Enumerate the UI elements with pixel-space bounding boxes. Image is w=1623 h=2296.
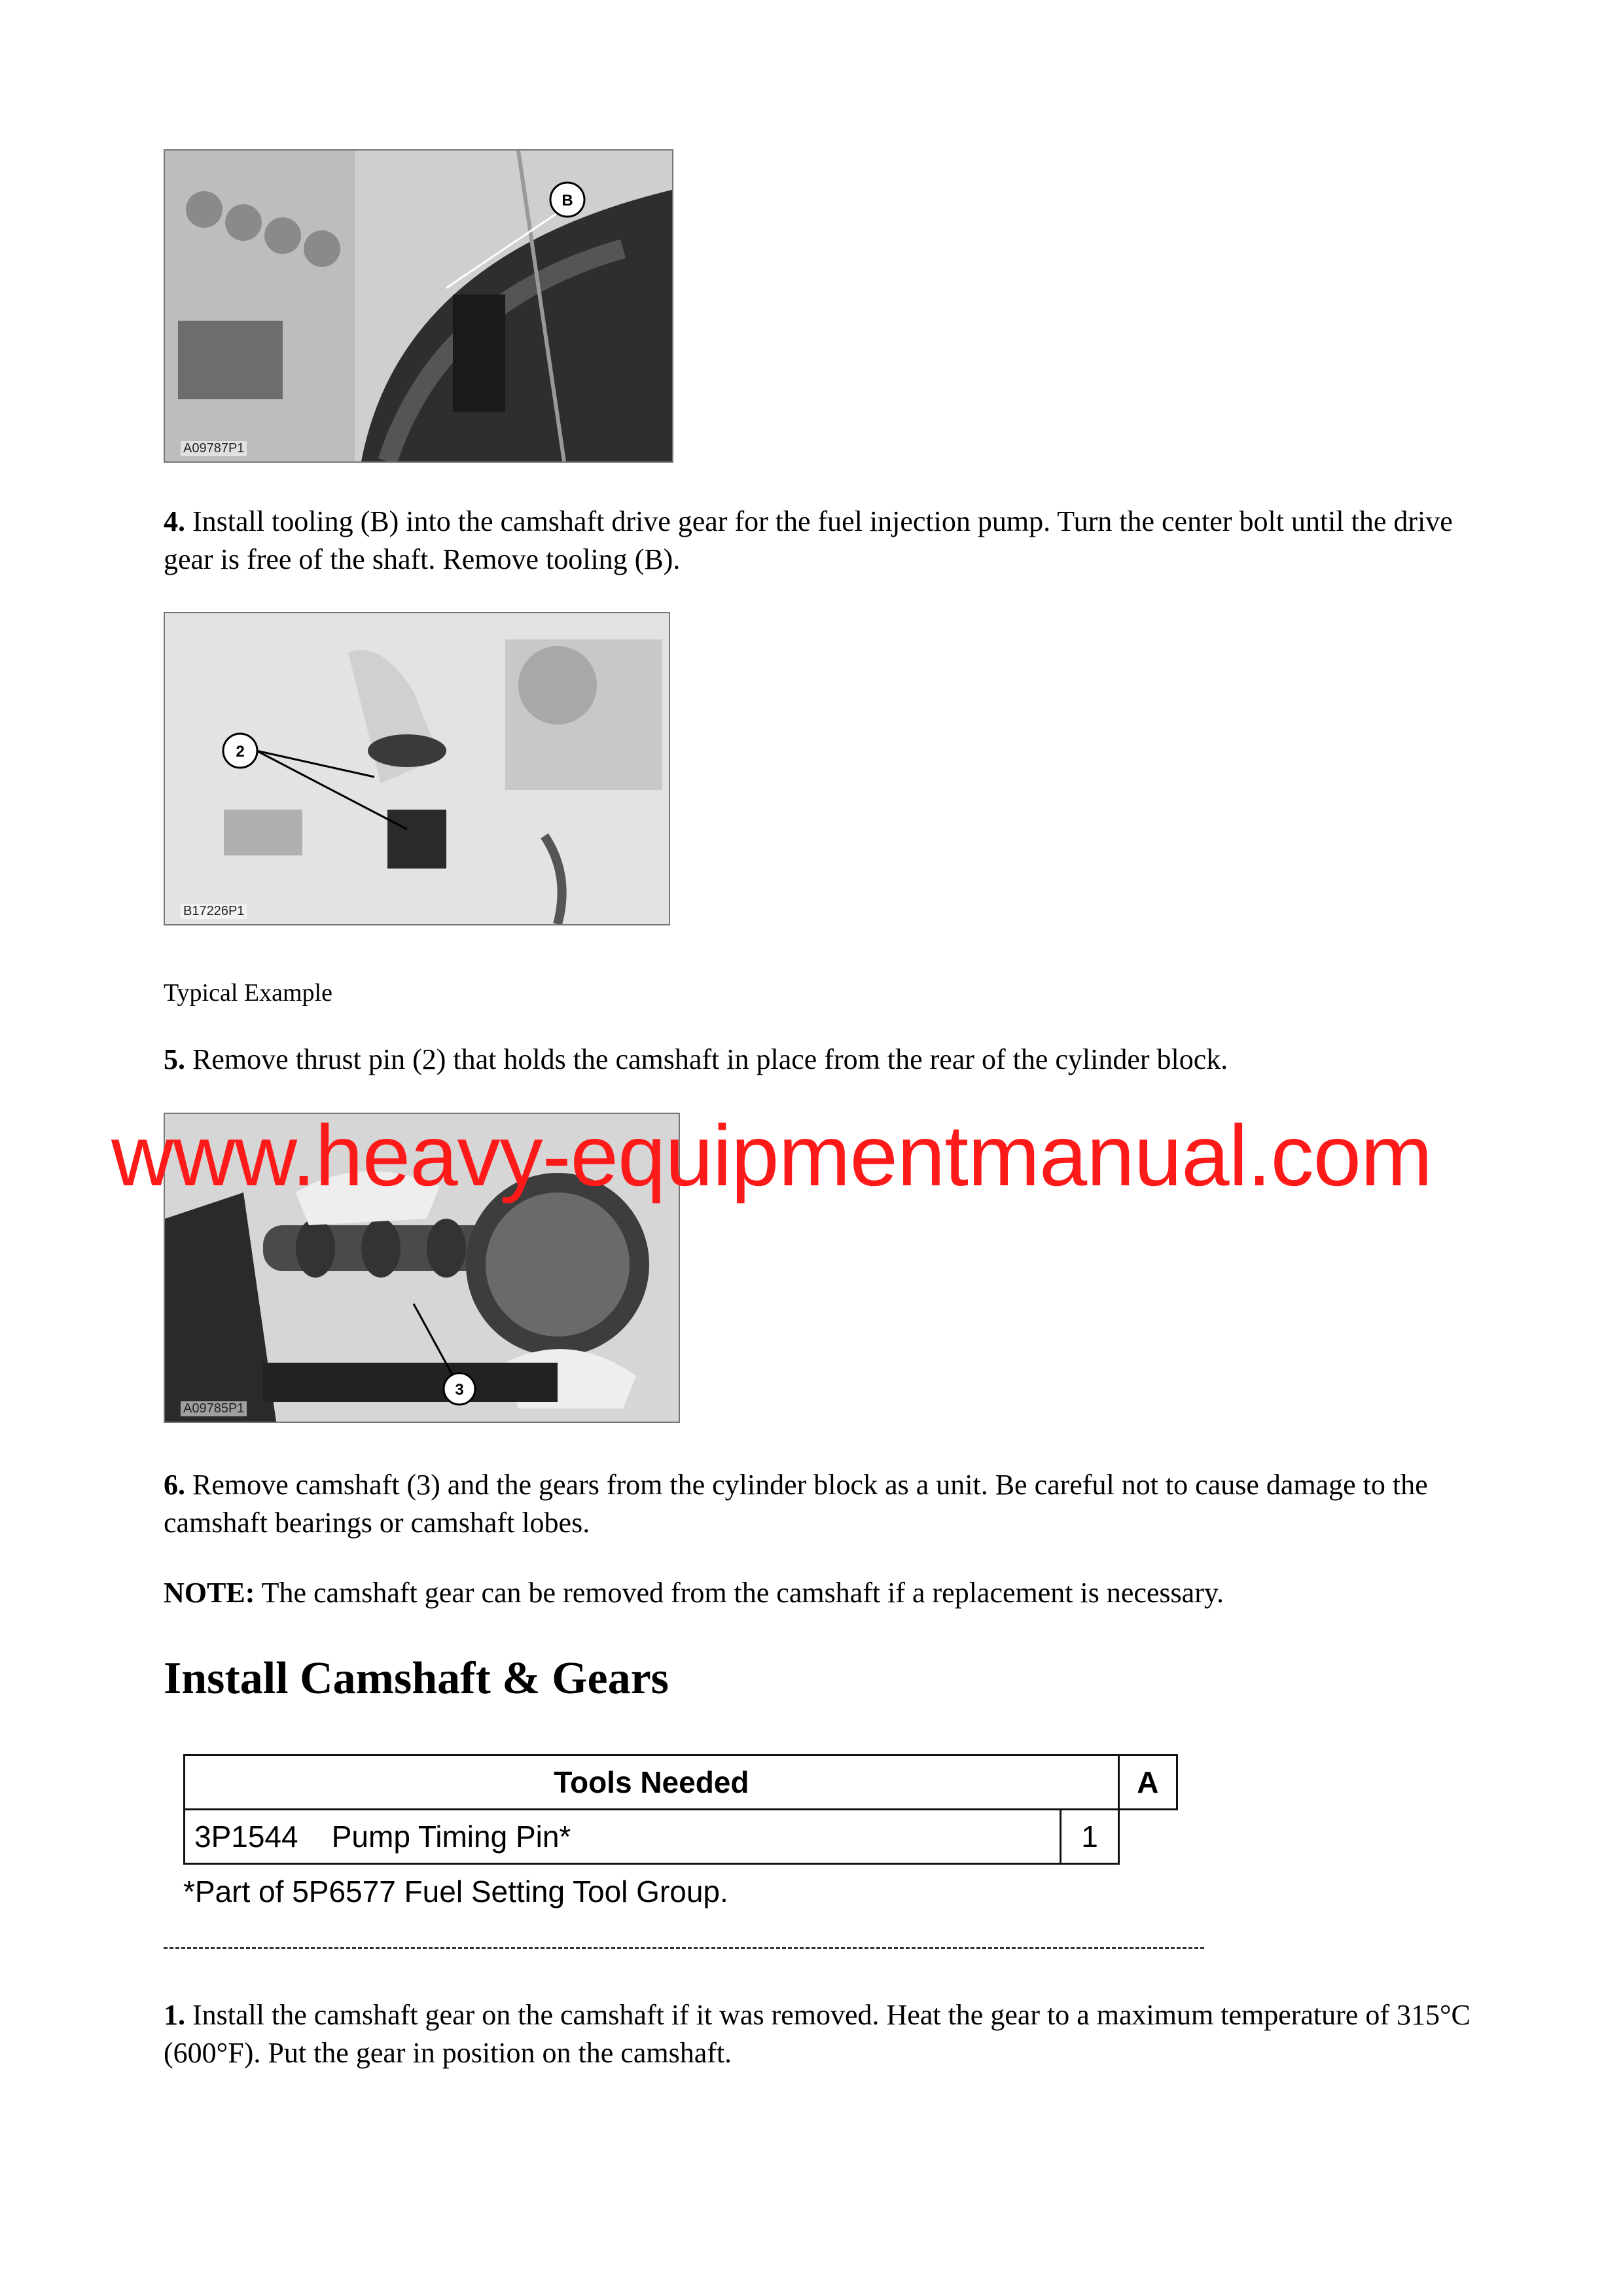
step-text: Install the camshaft gear on the camshaft if it was removed. Heat the gear to a maximum temperature of 315°C (600°F). Put the gear in position on the camshaft. [164,1999,1471,2069]
section-heading: Install Camshaft & Gears [164,1653,669,1704]
callout-3-label: 3 [455,1381,464,1399]
divider [164,1947,1204,1949]
step-6 [164,1466,1472,1542]
tool-quantity: 1 [1061,1810,1119,1864]
callout-b-label: B [562,192,573,209]
figure-caption: Typical Example [164,979,332,1007]
table-row [185,1810,1177,1864]
note-paragraph [164,1574,1472,1612]
tools-footnote: *Part of 5P6577 Fuel Setting Tool Group. [183,1874,728,1909]
note-label: NOTE: [164,1577,255,1609]
step-text: Install tooling (B) into the camshaft drive gear for the fuel injection pump. Turn the center bolt until the drive gear is free of the shaft. Remove tooling (B). [164,505,1453,575]
watermark-url: www.heavy-equipmentmanual.com [111,1107,1432,1204]
step-number: 6. [164,1469,185,1501]
callout-2-label: 2 [236,743,245,761]
tool-cell [185,1810,1061,1864]
note-text: The camshaft gear can be removed from the camshaft if a replacement is necessary. [255,1577,1224,1609]
step-number: 1. [164,1999,185,2031]
step-1 [164,1996,1472,2072]
figure-tooling-b [164,149,673,463]
tools-col-a: A [1118,1755,1177,1810]
step-4 [164,503,1472,579]
figure-code: A09785P1 [181,1401,247,1416]
step-text: Remove camshaft (3) and the gears from the cylinder block as a unit. Be careful not to cause damage to the camshaft bearings or camshaft lobes. [164,1469,1428,1539]
tools-header: Tools Needed [185,1755,1119,1810]
figure-code: B17226P1 [181,904,247,919]
step-number: 5. [164,1043,185,1075]
tool-part-number: 3P1544 [194,1820,298,1854]
step-5 [164,1041,1472,1079]
step-number: 4. [164,505,185,537]
figure-thrust-pin [164,612,670,925]
tool-description: Pump Timing Pin* [331,1820,571,1854]
engine-photo-2 [165,613,669,924]
engine-photo-1 [165,151,672,461]
tools-needed-table [183,1754,1185,1909]
step-text: Remove thrust pin (2) that holds the camshaft in place from the rear of the cylinder block. [185,1043,1228,1075]
figure-code: A09787P1 [181,441,247,456]
